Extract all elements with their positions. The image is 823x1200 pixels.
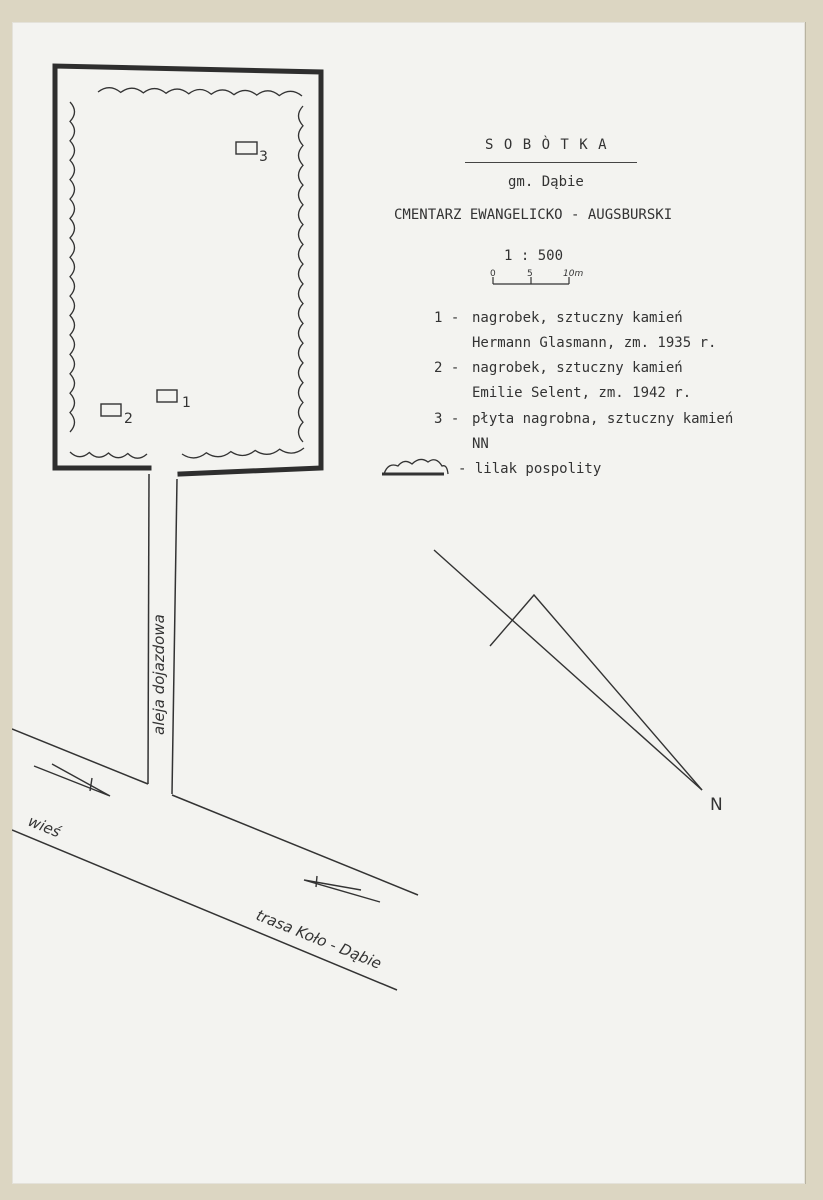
- legend-item-1-detail: Hermann Glasmann, zm. 1935 r.: [472, 335, 717, 351]
- legend-item-2-text: nagrobek, sztuczny kamień: [472, 360, 683, 376]
- north-arrow-icon: [434, 550, 702, 790]
- grave-2: [101, 404, 133, 427]
- access-road-label: aleja dojazdowa: [150, 614, 168, 735]
- legend-item-1-number: 1 -: [434, 310, 460, 326]
- legend-item-3-detail: NN: [472, 436, 489, 452]
- direction-arrow-right-icon: [304, 876, 380, 902]
- map-sheet: [12, 22, 806, 1184]
- legend-item-3-text: płyta nagrobna, sztuczny kamień: [472, 411, 734, 427]
- grave-3-label: 3: [259, 149, 268, 165]
- legend-item-1-text: nagrobek, sztuczny kamień: [472, 310, 683, 326]
- legend-item-3-number: 3 -: [434, 411, 460, 427]
- map-scale: 1 : 500: [504, 248, 564, 264]
- grave-3: [236, 142, 268, 165]
- place-title: S O B Ò T K A: [485, 137, 608, 153]
- legend-item-2-number: 2 -: [434, 360, 460, 376]
- cemetery-enclosure: [55, 66, 321, 474]
- cemetery-map: [12, 22, 805, 1184]
- grave-1-label: 1: [182, 395, 191, 411]
- scale-tick-5: 5: [527, 269, 533, 279]
- commune-label: gm. Dąbie: [508, 174, 584, 190]
- lilac-shrub-symbol-icon: [382, 459, 448, 474]
- scale-tick-0: 0: [490, 269, 496, 279]
- shrub-legend-text: - lilak pospolity: [458, 461, 602, 477]
- legend-item-2-detail: Emilie Selent, zm. 1942 r.: [472, 385, 692, 401]
- direction-arrow-left-icon: [34, 764, 110, 796]
- cemetery-type: CMENTARZ EWANGELICKO - AUGSBURSKI: [394, 207, 673, 223]
- grave-1: [157, 390, 191, 411]
- route-label: trasa Koło - Dąbie: [253, 906, 385, 973]
- village-label: wieś: [25, 812, 64, 842]
- grave-2-label: 2: [124, 411, 133, 427]
- north-label: N: [710, 795, 723, 815]
- scale-tick-10m: 10m: [563, 269, 584, 279]
